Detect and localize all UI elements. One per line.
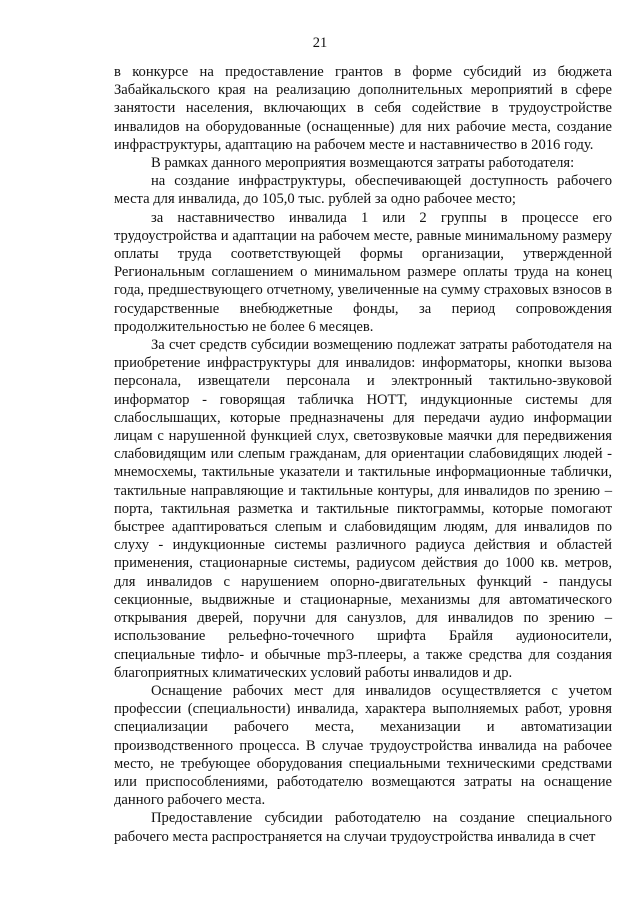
paragraph-6: Оснащение рабочих мест для инвалидов осуществляется с учетом профессии (специальности) инвалида, характера выполняемых работ, уровня специализации рабочего места, механизации и автоматизации производственного процесса. В случае трудоустройства инвалида на рабочее место, не требующее оборудования специальными техническими средствами или приспособлениями, работодателю возмещаются затраты на оснащение данного рабочего места. [114,682,612,809]
paragraph-4: за наставничество инвалида 1 или 2 группы в процессе его трудоустройства и адаптации на рабочем месте, равные минимальному размеру оплаты труда соответствующей формы организации, утвержденной Региональным соглашением о минимальном размере оплаты труда на конец года, предшествующего отчетному, увеличенные на сумму страховых взносов в государственные внебюджетные фонды, за период сопровождения продолжительностью не более 6 месяцев. [114,209,612,335]
paragraph-3: на создание инфраструктуры, обеспечивающей доступность рабочего места для инвалида, до 105,0 тыс. рублей за одно рабочее место; [114,173,612,208]
paragraph-1: в конкурсе на предоставление грантов в форме субсидий из бюджета Забайкальского края на реализацию дополнительных мероприятий в сфере занятости населения, включающих в себя содействие в трудоустройстве инвалидов на оборудованные (оснащенные) для них рабочие места, создание инфраструктуры, адаптацию на рабочем месте и наставничество в 2016 году. [114,64,612,153]
paragraph-2: В рамках данного мероприятия возмещаются затраты работодателя: [151,155,575,172]
paragraph-5: За счет средств субсидии возмещению подлежат затраты работодателя на приобретение инфраструктуры для инвалидов: информаторы, кнопки вызова персонала, извещатели персонала и электронный тактильно-звуковой информатор - говорящая табличка НОТТ, индукционные системы для слабослышащих, которые предназначены для передачи аудио информации лицам с нарушенной функцией слух, светозвуковые маячки для передвижения слабовидящим или слепым гражданам, для ориентации слабовидящих людей - мнемосхемы, тактильные указатели и тактильные информационные таблички, тактильные направляющие и тактильные контуры, для инвалидов по зрению – порта, тактильная разметка и тактильные пиктограммы, которые помогают быстрее адаптироваться слепым и слабовидящим людям, для инвалидов по слуху - индукционные системы различного радиуса действия и областей применения, стационарные системы, радиусом действия до 1000 кв. метров, для инвалидов с нарушением опорно-двигательных функций - пандусы секционные, выдвижные и стационарные, механизмы для автоматического открывания дверей, поручни для санузлов, для инвалидов по зрению – использование рельефно-точечного шрифта Брайля аудионосители, специальные тифло- и обычные mp3-плееры, а также средства для создания благоприятных климатических условий работы инвалидов и др. [114,337,612,681]
document-body [114,63,612,846]
page-number: 21 [312,35,328,51]
paragraph-7: Предоставление субсидии работодателю на создание специального рабочего места распространяется на случаи трудоустройства инвалида в счет [114,810,612,845]
